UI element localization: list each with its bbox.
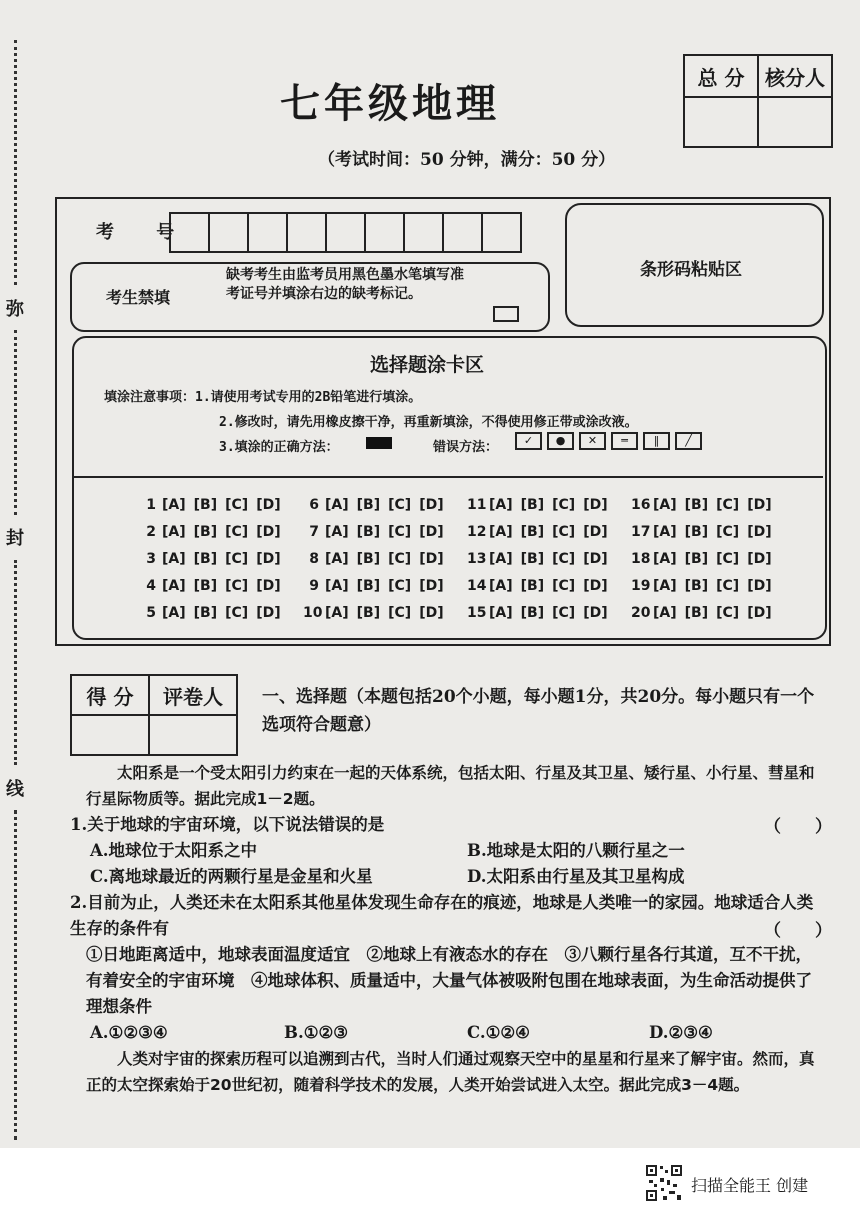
answer-bubble[interactable]: [A] — [162, 551, 186, 567]
answer-bubble[interactable]: [D] — [256, 551, 281, 567]
answer-bubble[interactable]: [C] — [225, 605, 249, 621]
answer-bubble[interactable]: [B] — [520, 524, 545, 540]
seal-char-3: 线 — [6, 779, 24, 800]
answer-bubble[interactable]: [A] — [653, 524, 677, 540]
answer-bubble[interactable]: [D] — [583, 578, 608, 594]
answer-bubble[interactable]: [B] — [356, 551, 381, 567]
question-number: 17 — [631, 524, 651, 540]
q1-option-a: A.地球位于太阳系之中 — [90, 841, 258, 860]
fill-note-3: 3.填涂的正确方法： — [219, 440, 339, 455]
answer-bubble[interactable]: [D] — [583, 551, 608, 567]
answer-bubble[interactable]: [B] — [356, 524, 381, 540]
answer-bubble[interactable]: [A] — [653, 578, 677, 594]
answer-bubble[interactable]: [D] — [747, 524, 772, 540]
answer-bubble[interactable]: [B] — [520, 578, 545, 594]
answer-bubble[interactable]: [A] — [325, 497, 349, 513]
id-cell[interactable] — [286, 212, 327, 253]
prohibited-label: 考生禁填 — [106, 288, 171, 307]
answer-bubble[interactable]: [B] — [520, 497, 545, 513]
answer-bubble[interactable]: [A] — [325, 524, 349, 540]
answer-bubble[interactable]: [B] — [356, 605, 381, 621]
answer-bubble[interactable]: [D] — [256, 605, 281, 621]
seal-line-bottom — [14, 810, 17, 1140]
q2-conditions: ①日地距离适中，地球表面温度适宜 ②地球上有液态水的存在 ③八颗行星各行其道，互不干扰，有着安全的宇宙环境 ④地球体积、质量适中，大量气体被吸附包围在地球表面，为生命活动提供了理想条件 — [86, 945, 812, 1016]
question-number: 3 — [146, 551, 156, 567]
total-score-cell[interactable] — [684, 97, 758, 147]
section-score-label: 得 分 — [71, 675, 149, 715]
answer-bubble[interactable]: [C] — [552, 497, 576, 513]
question-number: 13 — [467, 551, 487, 567]
cross-mark-icon: ✕ — [579, 432, 606, 450]
answer-bubble[interactable]: [A] — [653, 497, 677, 513]
answer-bubble[interactable]: [C] — [716, 605, 740, 621]
page-title: 七年级地理 — [280, 80, 500, 127]
answer-bubble[interactable]: [B] — [520, 551, 545, 567]
scanner-watermark: 扫描全能王 创建 — [691, 1176, 809, 1195]
answer-bubble[interactable]: [C] — [225, 551, 249, 567]
answer-bubble[interactable]: [B] — [684, 551, 709, 567]
answer-bubble[interactable]: [D] — [747, 551, 772, 567]
absence-mark-box[interactable] — [493, 306, 519, 322]
id-cell[interactable] — [247, 212, 288, 253]
question-number: 6 — [309, 497, 319, 513]
q2-answer-paren[interactable]: （ ） — [764, 921, 832, 941]
answer-row — [467, 492, 616, 519]
answer-row — [303, 492, 452, 519]
answer-bubble[interactable]: [D] — [419, 524, 444, 540]
choice-card-title: 选择题涂卡区 — [370, 354, 485, 376]
question-number: 2 — [146, 524, 156, 540]
section-grader-cell[interactable] — [149, 715, 237, 755]
seal-line-lower — [14, 560, 17, 765]
answer-bubble[interactable]: [C] — [716, 551, 740, 567]
id-cell[interactable] — [442, 212, 483, 253]
answer-bubble[interactable]: [B] — [684, 605, 709, 621]
question-number: 10 — [303, 605, 323, 621]
answer-bubble[interactable]: [A] — [489, 605, 513, 621]
barcode-label: 条形码粘贴区 — [640, 260, 742, 280]
answer-bubble[interactable]: [C] — [388, 497, 412, 513]
answer-bubble[interactable]: [A] — [653, 551, 677, 567]
answer-bubble[interactable]: [A] — [325, 605, 349, 621]
answer-bubble[interactable]: [D] — [583, 605, 608, 621]
question-number: 8 — [309, 551, 319, 567]
total-score-label: 总 分 — [684, 55, 758, 97]
answer-row — [467, 519, 616, 546]
checker-cell[interactable] — [758, 97, 832, 147]
answer-bubble[interactable]: [C] — [552, 551, 576, 567]
question-number: 4 — [146, 578, 156, 594]
wrong-fill-examples — [515, 432, 702, 450]
question-number: 16 — [631, 497, 651, 513]
answer-row — [140, 573, 289, 600]
id-cell[interactable] — [325, 212, 366, 253]
answer-bubble[interactable]: [D] — [256, 524, 281, 540]
seal-char-2: 封 — [6, 528, 24, 549]
answer-bubble[interactable]: [C] — [388, 605, 412, 621]
question-number: 20 — [631, 605, 651, 621]
answer-bubble[interactable]: [A] — [653, 605, 677, 621]
answer-row — [631, 573, 780, 600]
answer-bubble[interactable]: [D] — [583, 497, 608, 513]
answer-bubble[interactable]: [A] — [162, 497, 186, 513]
question-number: 5 — [146, 605, 156, 621]
q1-option-d: D.太阳系由行星及其卫星构成 — [467, 867, 685, 886]
question-number: 18 — [631, 551, 651, 567]
answer-bubble[interactable]: [B] — [684, 524, 709, 540]
section-score-table — [70, 674, 238, 756]
check-mark-icon: ✓ — [515, 432, 542, 450]
answer-bubble[interactable]: [B] — [193, 551, 218, 567]
checker-label: 核分人 — [758, 55, 832, 97]
seal-line-top — [14, 40, 17, 285]
answer-bubble[interactable]: [A] — [489, 524, 513, 540]
q2-option-c: C.①②④ — [467, 1023, 530, 1042]
answer-bubble[interactable]: [C] — [716, 578, 740, 594]
answer-bubble[interactable]: [B] — [356, 578, 381, 594]
answer-row — [303, 600, 452, 627]
answer-row — [467, 573, 616, 600]
wrong-fill-label: 错误方法： — [433, 440, 499, 455]
answer-bubble[interactable]: [A] — [489, 497, 513, 513]
answer-bubble[interactable]: [B] — [193, 605, 218, 621]
id-cell[interactable] — [481, 212, 522, 253]
answer-row — [631, 519, 780, 546]
question-number: 1 — [146, 497, 156, 513]
answer-row — [140, 519, 289, 546]
answer-bubble[interactable]: [B] — [193, 497, 218, 513]
question-number: 7 — [309, 524, 319, 540]
answer-bubble[interactable]: [B] — [684, 497, 709, 513]
answer-bubble[interactable]: [C] — [388, 551, 412, 567]
answer-bubble[interactable]: [C] — [225, 497, 249, 513]
id-cell[interactable] — [208, 212, 249, 253]
seal-line-mid — [14, 330, 17, 515]
candidate-id-cells[interactable] — [171, 212, 522, 253]
answer-bubble[interactable]: [A] — [325, 578, 349, 594]
question-number: 11 — [467, 497, 487, 513]
answer-bubble[interactable]: [C] — [388, 524, 412, 540]
answer-row — [303, 519, 452, 546]
choice-divider — [72, 476, 823, 478]
q1-stem: 1.关于地球的宇宙环境，以下说法错误的是 — [70, 815, 385, 834]
answer-bubble[interactable]: [C] — [225, 578, 249, 594]
fill-note-1: 填涂注意事项：1.请使用考试专用的2B铅笔进行填涂。 — [104, 390, 422, 405]
answer-row — [140, 546, 289, 573]
answer-bubble[interactable]: [D] — [747, 605, 772, 621]
section-grader-label: 评卷人 — [149, 675, 237, 715]
id-cell[interactable] — [403, 212, 444, 253]
answer-bubble[interactable]: [B] — [193, 524, 218, 540]
slash-mark-icon: ╱ — [675, 432, 702, 450]
answer-bubble[interactable]: [A] — [325, 551, 349, 567]
exam-info: （考试时间：50 分钟，满分：50 分） — [318, 150, 616, 170]
answer-bubble[interactable]: [D] — [419, 578, 444, 594]
seal-char-1: 弥 — [6, 299, 24, 320]
answer-bubble[interactable]: [A] — [489, 578, 513, 594]
answer-bubble[interactable]: [D] — [747, 578, 772, 594]
answer-bubble[interactable]: [A] — [489, 551, 513, 567]
answer-bubble[interactable]: [D] — [256, 578, 281, 594]
question-number: 12 — [467, 524, 487, 540]
answer-row — [140, 600, 289, 627]
absence-note: 缺考考生由监考员用黑色墨水笔填写准考证号并填涂右边的缺考标记。 — [226, 267, 464, 302]
answer-row — [631, 492, 780, 519]
answer-bubble[interactable]: [B] — [520, 605, 545, 621]
answer-bubble[interactable]: [D] — [583, 524, 608, 540]
candidate-id-label: 考 号 — [96, 222, 193, 243]
intro-1: 太阳系是一个受太阳引力约束在一起的天体系统，包括太阳、行星及其卫星、矮行星、小行星、彗星和行星际物质等。据此完成1－2题。 — [86, 764, 815, 808]
answer-bubble[interactable]: [B] — [356, 497, 381, 513]
q2-option-b: B.①②③ — [284, 1023, 349, 1042]
answer-bubble[interactable]: [C] — [552, 578, 576, 594]
q1-answer-paren[interactable]: （ ） — [764, 817, 832, 837]
dot-mark-icon: ● — [547, 432, 574, 450]
answer-row — [467, 546, 616, 573]
answer-row — [303, 573, 452, 600]
q1-option-c: C.离地球最近的两颗行星是金星和火星 — [90, 867, 373, 886]
answer-bubble[interactable]: [C] — [552, 605, 576, 621]
fill-note-2: 2.修改时，请先用橡皮擦干净，再重新填涂，不得使用修正带或涂改液。 — [219, 415, 638, 430]
q2-option-d: D.②③④ — [649, 1023, 713, 1042]
answer-bubble[interactable]: [B] — [684, 578, 709, 594]
answer-bubble[interactable]: [D] — [419, 497, 444, 513]
question-number: 14 — [467, 578, 487, 594]
answer-bubble[interactable]: [D] — [419, 605, 444, 621]
line-mark-icon: ═ — [611, 432, 638, 450]
id-cell[interactable] — [364, 212, 405, 253]
answer-row — [467, 600, 616, 627]
answer-row — [303, 546, 452, 573]
answer-bubble[interactable]: [A] — [162, 605, 186, 621]
answer-bubble[interactable]: [C] — [716, 524, 740, 540]
bar-mark-icon: ‖ — [643, 432, 670, 450]
q2-stem: 2.目前为止，人类还未在太阳系其他星体发现生命存在的痕迹，地球是人类唯一的家园。地球适合人类生存的条件有 — [70, 893, 814, 938]
answer-row — [140, 492, 289, 519]
id-cell[interactable] — [169, 212, 210, 253]
section-1-heading: 一、选择题（本题包括20个小题，每小题1分，共20分。每小题只有一个选项符合题意） — [262, 687, 815, 735]
answer-bubble[interactable]: [D] — [419, 551, 444, 567]
section-score-cell[interactable] — [71, 715, 149, 755]
answer-bubble[interactable]: [C] — [388, 578, 412, 594]
q2-option-a: A.①②③④ — [90, 1023, 168, 1042]
question-number: 19 — [631, 578, 651, 594]
intro-2: 人类对宇宙的探索历程可以追溯到古代，当时人们通过观察天空中的星星和行星来了解宇宙。然而，真正的太空探索始于20世纪初，随着科学技术的发展，人类开始尝试进入太空。据此完成3－4题。 — [86, 1050, 815, 1094]
qr-code-icon — [645, 1164, 683, 1202]
total-score-table — [683, 54, 833, 148]
answer-bubble[interactable]: [B] — [193, 578, 218, 594]
question-number: 15 — [467, 605, 487, 621]
answer-bubble[interactable]: [A] — [162, 578, 186, 594]
answer-bubble[interactable]: [C] — [552, 524, 576, 540]
answer-bubble[interactable]: [A] — [162, 524, 186, 540]
answer-bubble[interactable]: [D] — [747, 497, 772, 513]
answer-row — [631, 546, 780, 573]
correct-fill-example — [366, 437, 392, 449]
answer-bubble[interactable]: [D] — [256, 497, 281, 513]
answer-bubble[interactable]: [C] — [225, 524, 249, 540]
question-number: 9 — [309, 578, 319, 594]
answer-bubble[interactable]: [C] — [716, 497, 740, 513]
answer-row — [631, 600, 780, 627]
q1-option-b: B.地球是太阳的八颗行星之一 — [467, 841, 685, 860]
